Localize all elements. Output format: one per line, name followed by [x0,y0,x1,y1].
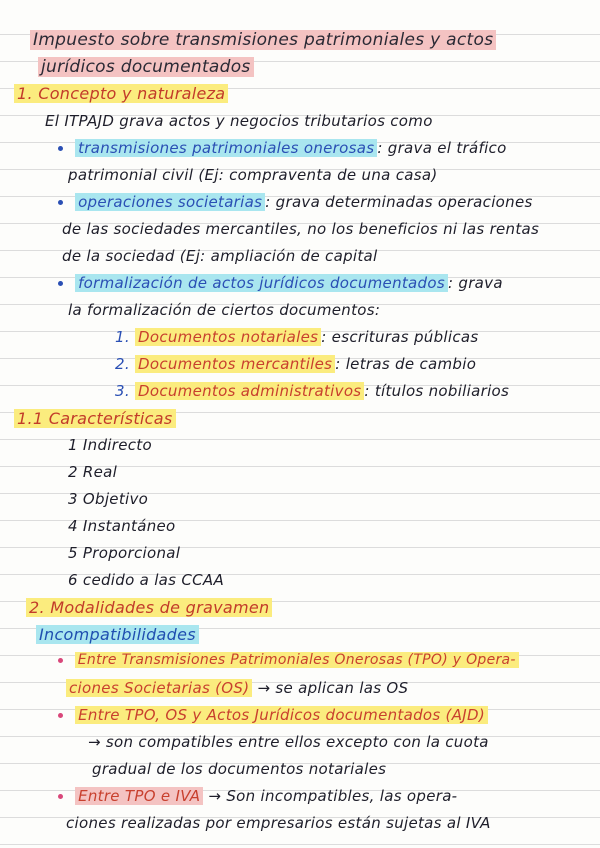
section-1-1-heading [14,409,176,428]
section-1-1-heading-text: 1.1 Características [14,409,176,428]
document-label: Documentos notariales [135,328,321,346]
incompat-bullet-3 [58,787,457,805]
bullet-formalizacion-cont: la formalización de ciertos documentos: [68,301,381,319]
incompat-bullet-2 [58,706,488,724]
incompat-bullet-2-line-1: Entre TPO, OS y Actos Jurídicos documentados (AJD) [75,706,488,724]
incompat-bullet-3-line-1a: Entre TPO e IVA [75,787,203,805]
incompat-bullet-2-line-3: gradual de los documentos notariales [92,760,387,778]
bullet-transmisiones-rest: : grava el tráfico [377,139,507,157]
bullet-operaciones-cont-1: de las sociedades mercantiles, no los beneficios ni las rentas [62,220,540,238]
incompat-bullet-2-line-2: → son compatibles entre ellos excepto con la cuota [88,733,489,751]
bullet-operaciones-rest: : grava determinadas operaciones [265,193,533,211]
section-1-intro: El ITPAJD grava actos y negocios tributarios como [45,112,433,130]
title-text-2: jurídicos documentados [38,57,254,77]
bullet-transmisiones-cont: patrimonial civil (Ej: compraventa de una casa) [68,166,438,184]
characteristic-item: 2 Real [68,463,118,481]
document-item-administrativos [115,382,509,400]
section-1-heading [14,84,228,103]
bullet-operaciones-cont-2: de la sociedad (Ej: ampliación de capital [62,247,378,265]
document-num: 2. [115,355,130,373]
title-line-1 [30,30,496,50]
characteristic-item: 1 Indirecto [68,436,152,454]
section-1-heading-text: 1. Concepto y naturaleza [14,84,228,103]
incompat-bullet-1-line-2b: → se aplican las OS [257,679,409,697]
incompat-bullet-1-line-2a: ciones Societarias (OS) [66,679,252,697]
bullet-operaciones [58,193,533,211]
title-text-1: Impuesto sobre transmisiones patrimoniales y actos [30,30,496,50]
document-desc: : letras de cambio [335,355,477,373]
bullet-formalizacion-label: formalización de actos jurídicos documentados [75,274,448,292]
bullet-operaciones-label: operaciones societarias [75,193,265,211]
document-item-notariales [115,328,478,346]
bullet-transmisiones-label: transmisiones patrimoniales onerosas [75,139,377,157]
section-2-subheading-text: Incompatibilidades [36,625,199,644]
bullet-formalizacion [58,274,503,292]
section-2-heading-text: 2. Modalidades de gravamen [26,598,272,617]
bullet-formalizacion-rest: : grava [447,274,503,292]
document-desc: : escrituras públicas [321,328,479,346]
characteristic-item: 6 cedido a las CCAA [68,571,225,589]
characteristic-item: 3 Objetivo [68,490,149,508]
document-label: Documentos administrativos [135,382,364,400]
document-num: 3. [115,382,130,400]
incompat-bullet-1-cont [66,679,408,697]
document-desc: : títulos nobiliarios [364,382,510,400]
characteristic-item: 4 Instantáneo [68,517,176,535]
characteristic-item: 5 Proporcional [68,544,181,562]
incompat-bullet-3-line-2: ciones realizadas por empresarios están sujetas al IVA [66,814,491,832]
document-item-mercantiles [115,355,476,373]
incompat-bullet-3-line-1b: → Son incompatibles, las opera- [208,787,458,805]
document-num: 1. [115,328,130,346]
incompat-bullet-1 [58,652,519,668]
bullet-transmisiones [58,139,507,157]
section-2-heading [26,598,272,617]
title-line-2 [38,57,254,77]
document-label: Documentos mercantiles [135,355,335,373]
section-2-subheading [36,625,199,644]
incompat-bullet-1-line-1: Entre Transmisiones Patrimoniales Onerosas (TPO) y Opera- [75,652,519,668]
